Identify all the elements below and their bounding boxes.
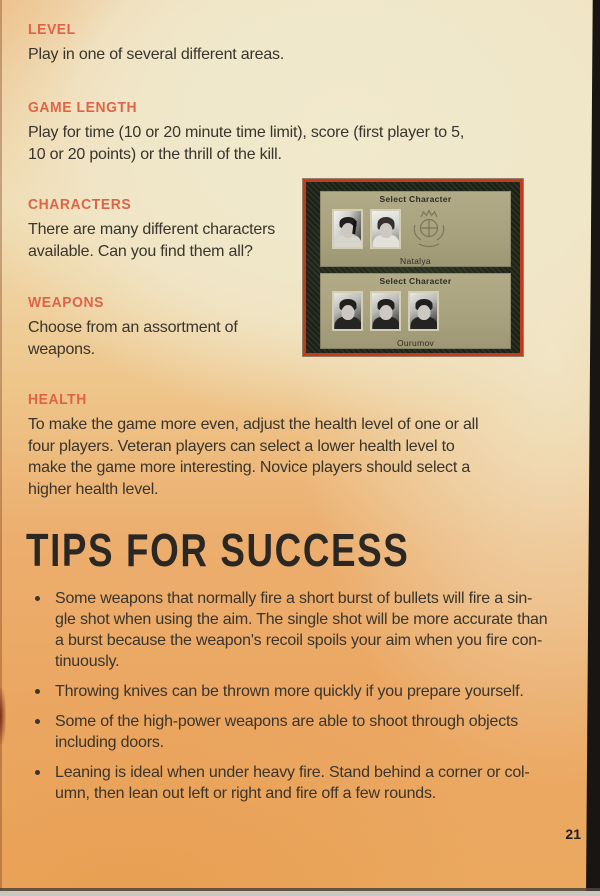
text-line: Some weapons that normally fire a short burst of bullets will fire a sin-: [55, 590, 533, 607]
gun-icon: [352, 221, 357, 234]
text-line: To make the game more even, adjust the health level of one or all: [28, 416, 479, 433]
tip-item: [28, 681, 568, 702]
characters-text: [28, 219, 275, 262]
section-characters: [28, 197, 275, 262]
level-heading: LEVEL: [28, 22, 76, 38]
tips-list: [28, 588, 568, 813]
royal-crest-icon: [408, 206, 450, 252]
page-number: 21: [565, 826, 581, 842]
boris-portrait-icon: [408, 291, 439, 331]
section-level: [28, 22, 284, 66]
ourumov-portrait-icon: [370, 291, 401, 331]
health-text: [28, 414, 478, 500]
text-line: There are many different characters: [28, 221, 276, 238]
tips-for-success-heading: TIPS FOR SUCCESS: [26, 524, 410, 576]
text-line: higher health level.: [28, 480, 159, 498]
selected-character-name: Natalya: [400, 256, 431, 266]
scan-edge-bottom-light: [0, 891, 600, 896]
james-bond-portrait-icon: [332, 209, 363, 249]
tip-item: [28, 711, 568, 753]
text-line: four players. Veteran players can select a lower health level to: [28, 437, 455, 455]
characters-heading: CHARACTERS: [28, 197, 132, 213]
text-line: Some of the high-power weapons are able to shoot through objects: [55, 713, 519, 730]
game-length-text: [28, 122, 464, 165]
selected-character-name: Ourumov: [396, 338, 435, 348]
select-character-panel-bottom: [320, 273, 511, 349]
text-line: make the game more interesting. Novice players should select a: [28, 459, 471, 476]
text-line: tinuously.: [55, 653, 120, 670]
text-line: gle shot when using the aim. The single shot will be more accurate than: [55, 611, 548, 628]
text-line: available. Can you find them all?: [28, 242, 253, 260]
portrait-row: [325, 288, 507, 334]
tip-item: [28, 762, 568, 804]
scan-edge-left: [0, 0, 2, 896]
section-health: [28, 392, 478, 500]
section-game-length: [28, 100, 464, 165]
character-select-screenshot: [303, 179, 523, 356]
level-text: [28, 44, 284, 66]
trevelyan-portrait-icon: [332, 291, 363, 331]
weapons-text: [28, 317, 238, 360]
portrait-row: [325, 206, 507, 252]
text-line: Throwing knives can be thrown more quickly if you prepare yourself.: [55, 683, 524, 700]
text-line: umn, then lean out left or right and fire off a few rounds.: [55, 785, 437, 802]
scan-smudge: [0, 688, 6, 744]
tip-item: [28, 588, 568, 672]
health-heading: HEALTH: [28, 392, 87, 408]
select-character-title: Select Character: [379, 276, 452, 286]
text-line: 10 or 20 points) or the thrill of the kill.: [28, 145, 282, 163]
scan-edge-right: [586, 0, 600, 896]
select-character-panel-top: [320, 191, 511, 267]
natalya-portrait-icon: [370, 209, 401, 249]
text-line: Leaning is ideal when under heavy fire. Stand behind a corner or col-: [55, 764, 530, 781]
weapons-heading: WEAPONS: [28, 295, 104, 311]
game-length-heading: GAME LENGTH: [28, 100, 138, 116]
text-line: Play for time (10 or 20 minute time limit), score (first player to 5,: [28, 124, 465, 141]
text-line: Choose from an assortment of: [28, 319, 238, 336]
text-line: a burst because the weapon's recoil spoils your aim when you fire con-: [55, 632, 543, 649]
section-weapons: [28, 295, 238, 360]
text-line: including doors.: [55, 734, 164, 751]
text-line: weapons.: [28, 340, 95, 358]
select-character-title: Select Character: [379, 194, 452, 204]
text-line: Play in one of several different areas.: [28, 46, 285, 63]
